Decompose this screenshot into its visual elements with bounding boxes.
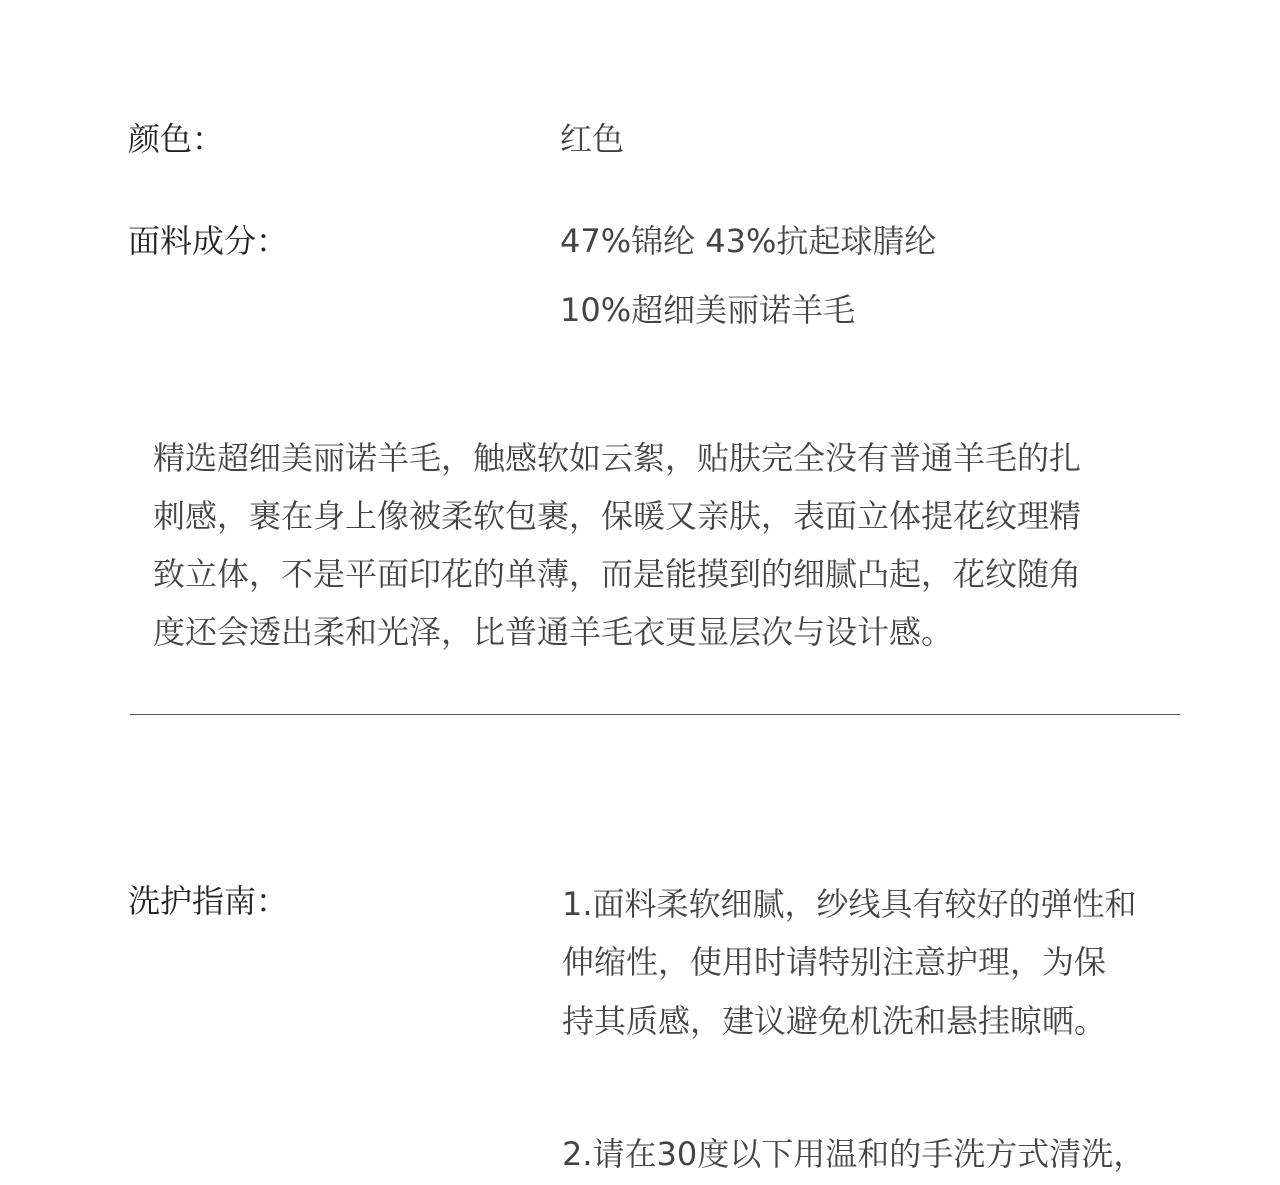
care-line: 2.请在30度以下用温和的手洗方式清洗，	[562, 1135, 1146, 1173]
description-line: 致立体，不是平面印花的单薄，而是能摸到的细腻凸起，花纹随角	[153, 555, 1082, 593]
care-label: 洗护指南：	[128, 882, 289, 920]
fabric-value-line-1: 47%锦纶 43%抗起球腈纶	[560, 222, 937, 260]
fabric-label: 面料成分：	[128, 222, 289, 260]
section-divider	[130, 714, 1180, 715]
color-value: 红色	[560, 120, 625, 158]
description-line: 精选超细美丽诺羊毛，触感软如云絮，贴肤完全没有普通羊毛的扎	[153, 439, 1082, 477]
care-line: 1.面料柔软细腻，纱线具有较好的弹性和	[562, 885, 1137, 923]
fabric-value-line-2: 10%超细美丽诺羊毛	[560, 291, 856, 329]
care-line: 伸缩性，使用时请特别注意护理，为保	[562, 943, 1107, 981]
care-line: 持其质感，建议避免机洗和悬挂晾晒。	[562, 1002, 1107, 1040]
color-label: 颜色：	[128, 120, 225, 158]
description-line: 刺感，裹在身上像被柔软包裹，保暖又亲肤，表面立体提花纹理精	[153, 497, 1082, 535]
description-line: 度还会透出柔和光泽，比普通羊毛衣更显层次与设计感。	[153, 613, 954, 651]
